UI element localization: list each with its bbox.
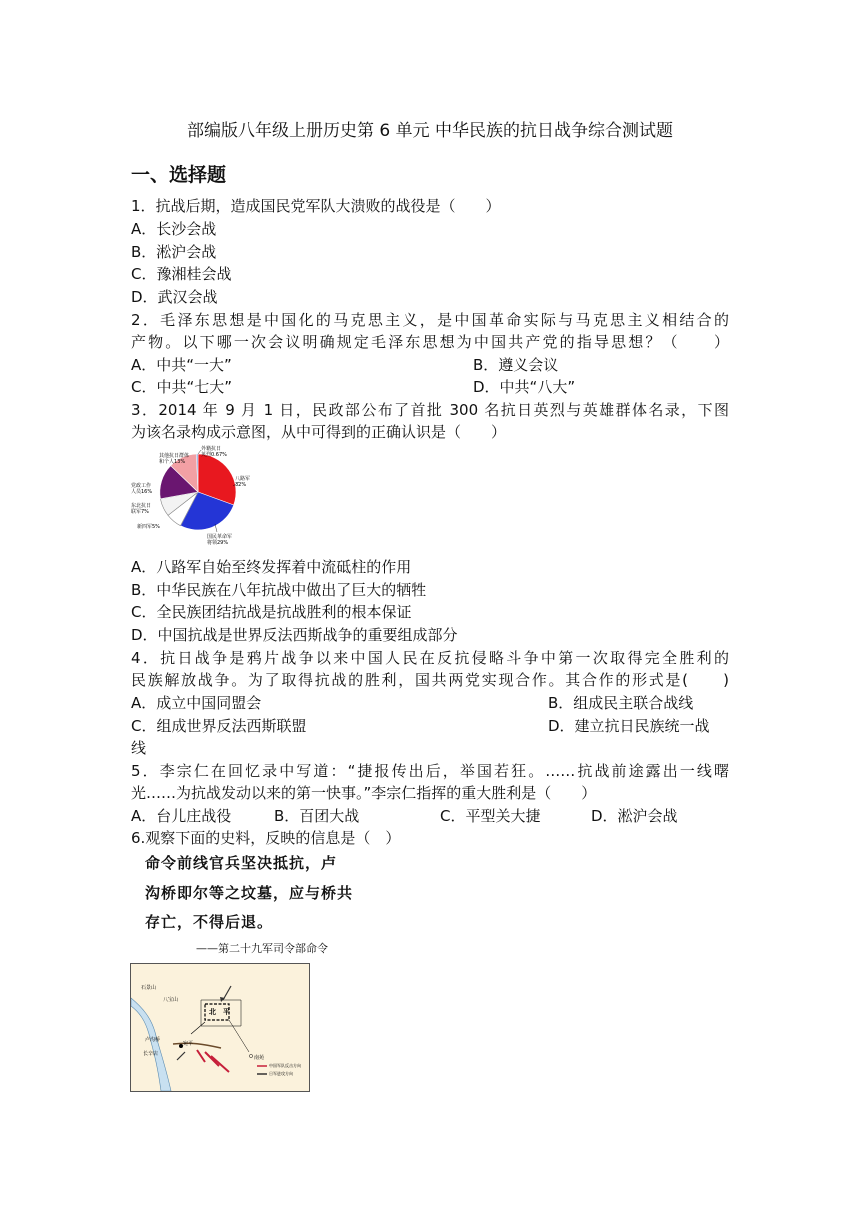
question-1-stem: 1．抗战后期，造成国民党军队大溃败的战役是（ ） xyxy=(131,197,501,215)
question-2-stem-line1: 2．毛泽东思想是中国化的马克思主义，是中国革命实际与马克思主义相结合的 xyxy=(131,311,729,329)
q2-option-d: D．中共“八大” xyxy=(473,378,576,396)
pie-label-other: 其他抗日群体 和个人13% xyxy=(159,453,190,465)
question-3-stem-line1: 3．2014 年 9 月 1 日，民政部公布了首批 300 名抗日英烈与英雄群体名录，下图 xyxy=(131,401,729,419)
map-label-shijingshan: 石景山 xyxy=(141,985,157,991)
q5-option-d: D．淞沪会战 xyxy=(591,807,678,825)
q5-option-c: C．平型关大捷 xyxy=(440,807,541,825)
source-quote-attribution: ——第二十九军司令部命令 xyxy=(196,942,328,955)
q4-option-a: A．成立中国同盟会 xyxy=(131,694,262,712)
q3-option-c: C．全民族团结抗战是抗战胜利的根本保证 xyxy=(131,603,412,621)
q4-option-b: B．组成民主联合战线 xyxy=(548,694,694,712)
q4-option-d-continued: 线 xyxy=(131,739,147,757)
map-label-changxindian: 长辛店 xyxy=(143,1051,159,1057)
question-5-stem-line2: 光……为抗战发动以来的第一快事。”李宗仁指挥的重大胜利是（ ） xyxy=(131,784,597,802)
q1-option-d: D．武汉会战 xyxy=(131,288,218,306)
map-label-lugouqiao: 卢沟桥 xyxy=(145,1037,161,1043)
q1-option-b: B．淞沪会战 xyxy=(131,243,217,261)
map-label-wanping: 宛平 xyxy=(183,1041,194,1047)
pie-label-eighth-route-army: 八路军 32% xyxy=(235,476,251,488)
q2-option-c: C．中共“七大” xyxy=(131,378,233,396)
lugouqiao-map xyxy=(130,963,310,1092)
q5-option-a: A．台儿庄战役 xyxy=(131,807,232,825)
question-2-stem-line2: 产物。以下哪一次会议明确规定毛泽东思想为中国共产党的指导思想？（ ） xyxy=(131,333,729,351)
q1-option-a: A．长沙会战 xyxy=(131,220,217,238)
question-4-stem-line2: 民族解放战争。为了取得抗战的胜利，国共两党实现合作。其合作的形式是( ) xyxy=(131,671,729,689)
map-label-beiping: 北 平 xyxy=(209,1008,230,1016)
pie-label-foreign: 外籍抗日 英烈0.67% xyxy=(201,446,227,458)
q5-option-b: B．百团大战 xyxy=(274,807,360,825)
q3-option-b: B．中华民族在八年抗战中做出了巨大的牺牲 xyxy=(131,581,427,599)
q2-option-b: B．遵义会议 xyxy=(473,356,559,374)
map-legend-chinese-army: 中国军队反击方向 xyxy=(269,1063,301,1068)
source-quote-line1: 命令前线官兵坚决抵抗，卢 xyxy=(145,854,338,872)
question-4-stem-line1: 4．抗日战争是鸦片战争以来中国人民在反抗侵略斗争中第一次取得完全胜利的 xyxy=(131,649,729,667)
q4-option-c: C．组成世界反法西斯联盟 xyxy=(131,717,307,735)
map-label-babaoshan: 八宝山 xyxy=(163,997,179,1003)
q2-option-a: A．中共“一大” xyxy=(131,356,232,374)
pie-label-party: 党政工作 人员16% xyxy=(131,483,153,495)
source-quote-line2: 沟桥即尔等之坟墓，应与桥共 xyxy=(145,884,354,902)
section-heading: 一、选择题 xyxy=(131,164,227,186)
map-legend-japanese-army: 日军进攻方向 xyxy=(269,1071,293,1076)
hero-list-pie-chart xyxy=(131,446,255,550)
question-5-stem-line1: 5．李宗仁在回忆录中写道：“捷报传出后，举国若狂。……抗战前途露出一线曙 xyxy=(131,762,729,780)
q1-option-c: C．豫湘桂会战 xyxy=(131,265,232,283)
q4-option-d: D．建立抗日民族统一战 xyxy=(548,717,710,735)
document-title: 部编版八年级上册历史第 6 单元 中华民族的抗日战争综合测试题 xyxy=(186,121,674,141)
source-quote-line3: 存亡，不得后退。 xyxy=(145,913,274,931)
pie-label-new-fourth-army: 新四军5% xyxy=(137,524,160,530)
question-3-stem-line2: 为该名录构成示意图，从中可得到的正确认识是（ ） xyxy=(131,423,507,441)
pie-label-northeast: 东北抗日 联军7% xyxy=(131,503,152,515)
q3-option-a: A．八路军自始至终发挥着中流砥柱的作用 xyxy=(131,558,412,576)
pie-label-nra: 国民革命军 将领29% xyxy=(207,534,233,546)
pie-chart-svg xyxy=(131,446,255,550)
map-label-nanyuan: 南苑 xyxy=(254,1055,265,1061)
q3-option-d: D．中国抗战是世界反法西斯战争的重要组成部分 xyxy=(131,626,458,644)
question-6-stem: 6.观察下面的史料，反映的信息是（ ） xyxy=(131,829,401,847)
